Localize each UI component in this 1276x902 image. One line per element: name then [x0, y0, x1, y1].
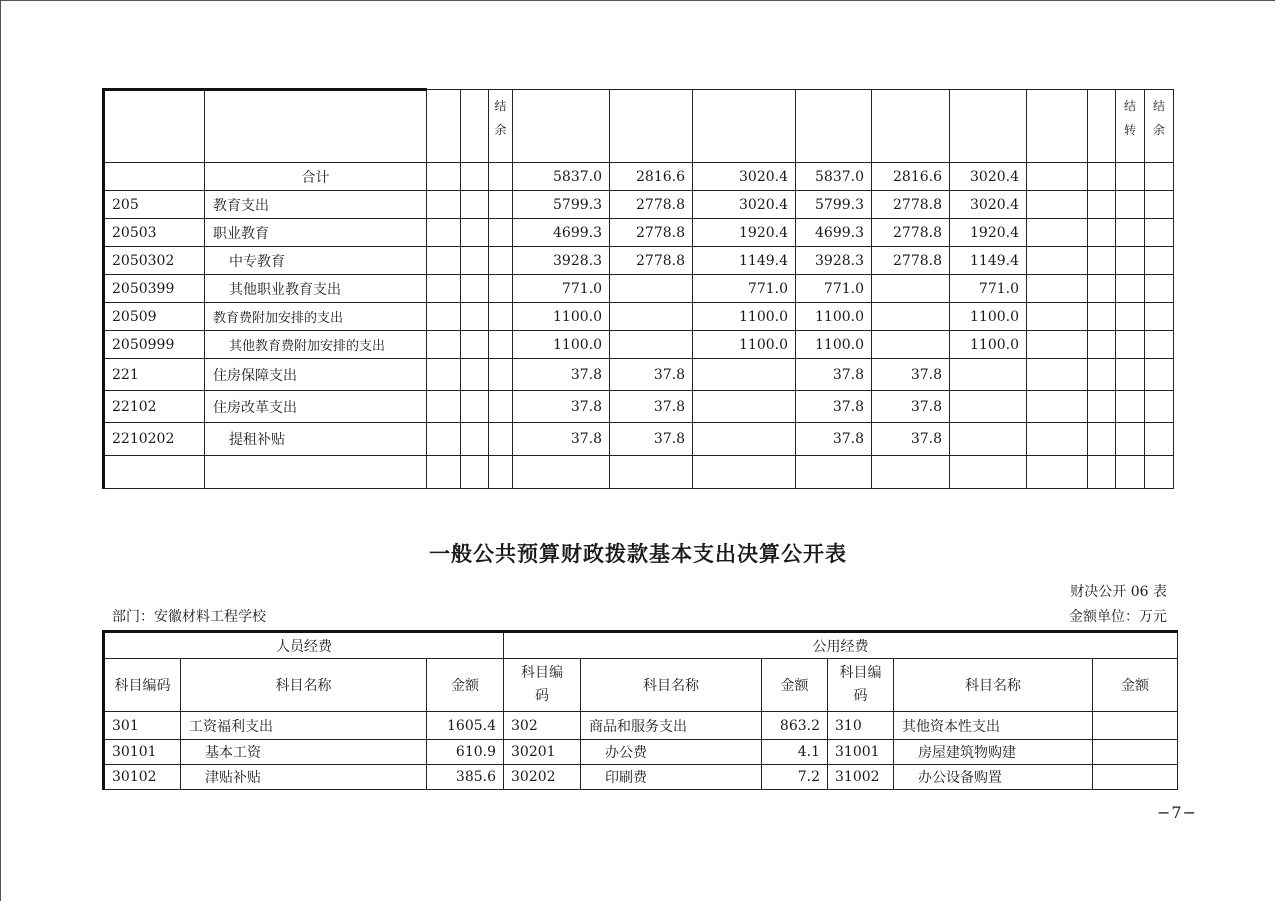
page-number: −7−: [1157, 803, 1197, 822]
row-name: 提租补贴: [205, 423, 427, 456]
row-value: 37.8: [796, 359, 872, 391]
row-value: 2816.6: [610, 163, 693, 191]
row-value: 2778.8: [872, 247, 950, 275]
row-amount: 610.9: [427, 740, 504, 765]
column-header-row: [104, 659, 1178, 712]
row-value: 2778.8: [610, 247, 693, 275]
row-value: 37.8: [610, 391, 693, 423]
row-value: 37.8: [872, 423, 950, 456]
row-value: 1100.0: [693, 303, 796, 331]
department-label: 部门：安徽材料工程学校: [112, 609, 266, 625]
group-personnel-header: 人员经费: [104, 632, 504, 659]
row-value: 1149.4: [950, 247, 1027, 275]
row-value: 3928.3: [796, 247, 872, 275]
row-code: 31001: [828, 740, 894, 765]
row-value: 37.8: [513, 423, 610, 456]
table-row: [104, 247, 1174, 275]
table-row: [104, 219, 1174, 247]
row-name: 教育支出: [205, 191, 427, 219]
row-code: 20509: [104, 303, 205, 331]
row-name: 其他资本性支出: [894, 712, 1093, 740]
row-value: 1100.0: [513, 303, 610, 331]
row-value: 5799.3: [513, 191, 610, 219]
row-name: 办公费: [581, 740, 762, 765]
row-value: 3928.3: [513, 247, 610, 275]
col-name-header: 科目名称: [894, 659, 1093, 712]
table-row: [104, 303, 1174, 331]
row-value: 1100.0: [950, 303, 1027, 331]
row-value: [950, 391, 1027, 423]
row-name: 中专教育: [205, 247, 427, 275]
col-amount-header: 金额: [762, 659, 828, 712]
row-amount: 7.2: [762, 765, 828, 790]
header-jiezhuan: 结 转: [1116, 90, 1145, 163]
row-value: 3020.4: [950, 191, 1027, 219]
table-row: [104, 359, 1174, 391]
table-header-row: [104, 90, 1174, 163]
row-value: 37.8: [513, 359, 610, 391]
row-value: 3020.4: [693, 163, 796, 191]
table-row: [104, 331, 1174, 359]
row-value: 2778.8: [610, 191, 693, 219]
table-row: [104, 391, 1174, 423]
row-value: 37.8: [610, 359, 693, 391]
row-amount: [1093, 765, 1178, 790]
row-value: 1100.0: [950, 331, 1027, 359]
row-name: 工资福利支出: [181, 712, 427, 740]
row-value: 37.8: [796, 423, 872, 456]
header-jieyu-2: 结 余: [1145, 90, 1174, 163]
row-name: 津贴补贴: [181, 765, 427, 790]
col-amount-header: 金额: [1093, 659, 1178, 712]
row-code: 2050399: [104, 275, 205, 303]
row-value: 771.0: [513, 275, 610, 303]
row-amount: 863.2: [762, 712, 828, 740]
row-code: 22102: [104, 391, 205, 423]
basic-expenditure-table: [102, 630, 1178, 790]
row-value: [872, 275, 950, 303]
row-name: 其他职业教育支出: [205, 275, 427, 303]
row-value: [693, 423, 796, 456]
row-value: 1920.4: [950, 219, 1027, 247]
row-code: 30202: [504, 765, 581, 790]
row-value: 2778.8: [872, 191, 950, 219]
row-value: 771.0: [693, 275, 796, 303]
table-row: [104, 712, 1178, 740]
row-name: 住房保障支出: [205, 359, 427, 391]
row-name: 房屋建筑物购建: [894, 740, 1093, 765]
row-code: 302: [504, 712, 581, 740]
row-name: 职业教育: [205, 219, 427, 247]
row-value: 771.0: [796, 275, 872, 303]
row-code: 310: [828, 712, 894, 740]
row-code: 2050302: [104, 247, 205, 275]
row-name: 基本工资: [181, 740, 427, 765]
row-value: [872, 331, 950, 359]
row-value: 1920.4: [693, 219, 796, 247]
row-amount: [1093, 740, 1178, 765]
row-code: 221: [104, 359, 205, 391]
row-value: [610, 331, 693, 359]
row-code: 2210202: [104, 423, 205, 456]
row-value: 2778.8: [610, 219, 693, 247]
row-value: 3020.4: [693, 191, 796, 219]
row-amount: 1605.4: [427, 712, 504, 740]
col-name-header: 科目名称: [581, 659, 762, 712]
col-name-header: 科目名称: [181, 659, 427, 712]
table-row: [104, 765, 1178, 790]
row-value: [950, 423, 1027, 456]
row-code: 20503: [104, 219, 205, 247]
row-value: [693, 391, 796, 423]
page-title: 一般公共预算财政拨款基本支出决算公开表: [429, 542, 847, 566]
table-row: [104, 163, 1174, 191]
row-amount: 4.1: [762, 740, 828, 765]
row-value: 37.8: [796, 391, 872, 423]
row-value: 3020.4: [950, 163, 1027, 191]
row-name: 办公设备购置: [894, 765, 1093, 790]
row-name: 住房改革支出: [205, 391, 427, 423]
row-value: 4699.3: [513, 219, 610, 247]
row-code: 30101: [104, 740, 181, 765]
row-value: 37.8: [872, 391, 950, 423]
row-value: 4699.3: [796, 219, 872, 247]
row-value: 5837.0: [513, 163, 610, 191]
row-value: 1149.4: [693, 247, 796, 275]
row-code: 205: [104, 191, 205, 219]
row-value: 5799.3: [796, 191, 872, 219]
row-value: [950, 359, 1027, 391]
row-value: 1100.0: [796, 303, 872, 331]
row-value: 37.8: [610, 423, 693, 456]
row-code: 30201: [504, 740, 581, 765]
row-code: 31002: [828, 765, 894, 790]
row-value: [693, 359, 796, 391]
group-public-header: 公用经费: [504, 632, 1178, 659]
row-code: 30102: [104, 765, 181, 790]
table-row-empty: [104, 456, 1174, 489]
row-code: 2050999: [104, 331, 205, 359]
table-row: [104, 275, 1174, 303]
row-value: 1100.0: [796, 331, 872, 359]
group-header-row: [104, 632, 1178, 659]
row-amount: 385.6: [427, 765, 504, 790]
header-jieyu-1: 结 余: [489, 90, 513, 163]
row-amount: [1093, 712, 1178, 740]
table-row: [104, 191, 1174, 219]
row-name: 商品和服务支出: [581, 712, 762, 740]
row-value: 1100.0: [693, 331, 796, 359]
table-row: [104, 423, 1174, 456]
col-code-header: 科目编码: [104, 659, 181, 712]
row-value: [872, 303, 950, 331]
row-value: [610, 303, 693, 331]
row-value: 37.8: [872, 359, 950, 391]
row-code: [104, 163, 205, 191]
row-value: [610, 275, 693, 303]
row-name: 印刷费: [581, 765, 762, 790]
col-code-header: 科目编 码: [504, 659, 581, 712]
row-value: 771.0: [950, 275, 1027, 303]
col-code-header: 科目编 码: [828, 659, 894, 712]
unit-label: 金额单位：万元: [1069, 609, 1167, 625]
row-code: 301: [104, 712, 181, 740]
table-row: [104, 740, 1178, 765]
top-expenditure-table: [102, 88, 1174, 489]
row-value: 2778.8: [872, 219, 950, 247]
row-name: 其他教育费附加安排的支出: [205, 331, 427, 359]
row-value: 1100.0: [513, 331, 610, 359]
row-value: 5837.0: [796, 163, 872, 191]
row-name: 教育费附加安排的支出: [205, 303, 427, 331]
row-name: 合计: [205, 163, 427, 191]
row-value: 37.8: [513, 391, 610, 423]
form-number: 财决公开 06 表: [1070, 584, 1167, 600]
col-amount-header: 金额: [427, 659, 504, 712]
row-value: 2816.6: [872, 163, 950, 191]
